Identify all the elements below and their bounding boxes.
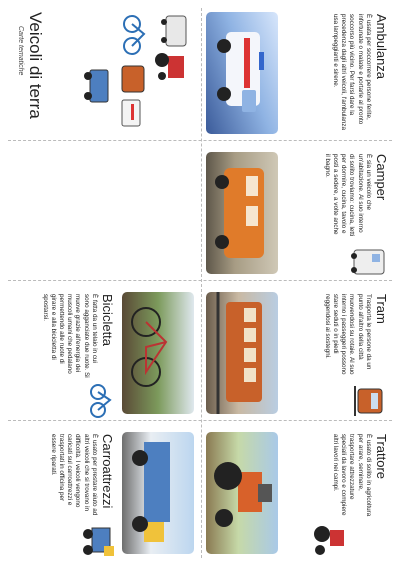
card-trattore-text [284,428,392,524]
cover-vehicles-collage [75,10,194,134]
camper-photo [206,152,278,274]
bicycle-icon [124,16,144,54]
card-title: Ambulanza [374,14,389,80]
tractor-photo [206,432,278,554]
card-description: È usato di solito in agricoltura per arare, seminare, trasportare attrezzature speciali da lavoro e compiere altri lavori nei campi. [332,434,372,517]
card-ambulanza-text [284,8,392,138]
tractor-icon [155,53,184,80]
ambulance-photo [206,12,278,134]
cover-subtitle: Carte tematiche [17,26,24,76]
card-description: È usata per soccorrere persone ferite, infortunate o malate e portarle al pronto soccorso più vicino. Per farsi dare la precedenza dagli altri veicoli, l'ambulanza usa lampeggianti e sirene. [332,14,372,131]
tow-truck-photo [122,432,194,554]
tractor-icon [307,524,352,558]
card-carroattrezzi-text [6,428,118,524]
tram-icon [122,66,144,92]
card-bicicletta-text [6,288,118,384]
vertical-cut-line-3 [8,420,392,421]
camper-icon [345,246,390,278]
card-description: È sia un veicolo che un'abitazione. Al suo interno di solito troviamo: cucina, letti per dormire, cucina, tavolo e posti a sedere, a volte anche il bagno. [323,154,372,237]
card-tram-text [284,288,392,384]
card-title: Carroattrezzi [100,434,115,509]
card-title: Camper [374,154,389,201]
tow-truck-icon [84,70,108,102]
card-title: Trattore [374,434,389,480]
card-title: Bicicletta [100,294,115,347]
vertical-cut-line-2 [8,280,392,281]
card-title: Tram [374,294,389,324]
card-camper-text [284,148,392,244]
ambulance-icon [122,100,140,126]
horizontal-cut-line [201,8,202,558]
card-description: Trasporta le persone da un punto all'altro della città muovendosi su rotaie. Al suo interno i passeggeri possono stare seduti o in piedi reggendosi ai sostegni. [323,294,372,375]
card-description: È fatta da un telaio in cui sono agganciate due ruote. Si muove grazie all'energia dei muscoli umani che pedalano permettendo alle ruote di girare e alla bicicletta di spostarsi. [41,294,98,378]
cover-title: Veicoli di terra [26,12,45,119]
ambulance-icon [206,12,278,134]
tram-photo [206,292,278,414]
camper-icon [161,16,186,46]
card-description: È usato per prestare aiuto ad altri veicoli che si trovano in difficoltà. I veicoli vengono caricati sul carroattrezzi e trasportati in officina per essere riparati. [49,434,98,516]
bicycle-icon [83,384,118,418]
tow-truck-icon [73,524,118,560]
tram-icon [347,386,386,416]
bicycle-photo [122,292,194,414]
vertical-cut-line-1 [8,140,392,141]
